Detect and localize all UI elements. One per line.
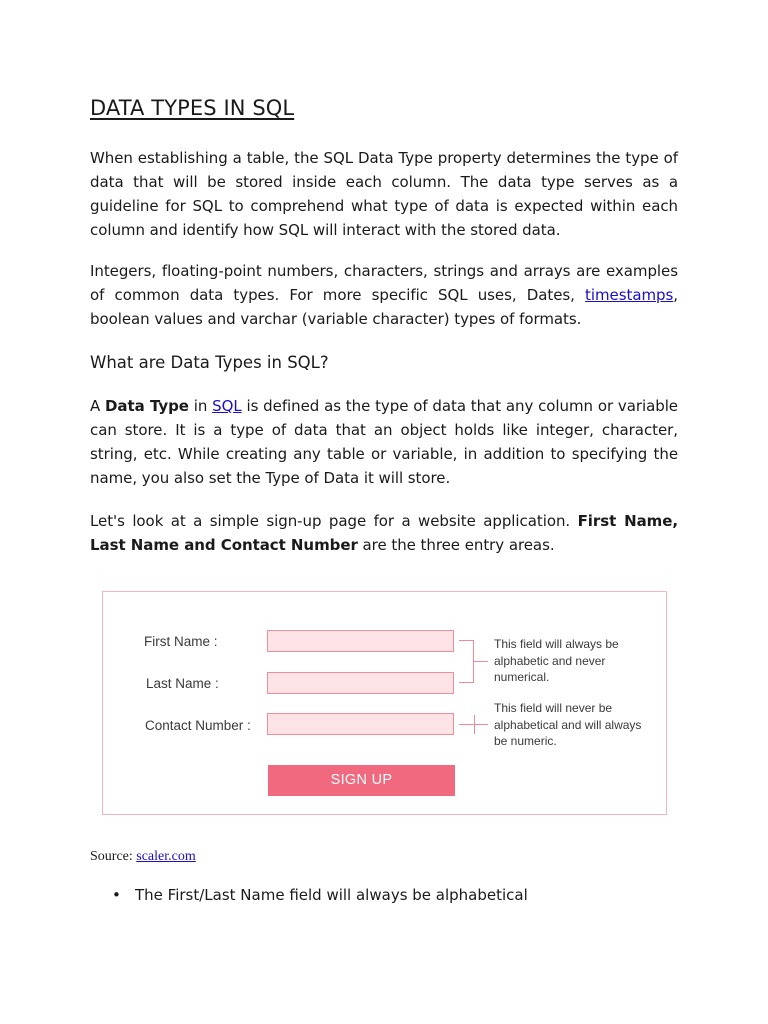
intro-paragraph-2 (90, 259, 678, 331)
section-paragraph-1 (90, 394, 678, 490)
para4-text-a: Let's look at a simple sign-up page for a website application. (90, 512, 578, 530)
name-bracket-tick (474, 661, 488, 662)
signup-button: SIGN UP (268, 765, 455, 796)
numeric-note: This field will never be alphabetical and will always be numeric. (494, 701, 642, 748)
section-subheading: What are Data Types in SQL? (90, 353, 329, 372)
bullet-text: The First/Last Name field will always be alphabetical (135, 886, 528, 904)
last-name-input (267, 672, 454, 694)
para2-text-end: , boolean values and varchar (variable character) types of formats. (90, 286, 678, 328)
para2-text-start: Integers, floating-point numbers, characters, strings and arrays are examples of common data types. For more specific SQL uses, Dates, (90, 262, 678, 304)
data-type-bold: Data Type (105, 397, 189, 415)
last-name-label: Last Name : (146, 676, 219, 691)
name-fields-bracket (459, 640, 474, 683)
entry-areas-bold: First Name, Last Name and Contact Number (90, 512, 679, 554)
contact-number-input (267, 713, 454, 735)
contact-bracket-bar (474, 715, 475, 734)
first-name-input (267, 630, 454, 652)
bullet-icon: • (112, 886, 121, 904)
para4-text-b: are the three entry areas. (357, 536, 555, 554)
contact-number-label: Contact Number : (145, 718, 251, 733)
source-link[interactable]: scaler.com (136, 849, 196, 864)
signup-form-figure (102, 591, 667, 815)
first-name-label: First Name : (144, 634, 218, 649)
alphabetic-note: This field will always be alphabetic and never numerical. (494, 637, 619, 684)
para3-text-c: is defined as the type of data that any column or variable can store. It is a type of data that an object holds like integer, character, string, etc. While creating any table or variable, in addition to specifying the name, you also set the Type of Data it will store. (90, 397, 678, 487)
intro-paragraph-1: When establishing a table, the SQL Data Type property determines the type of data that will be stored inside each column. The data type serves as a guideline for SQL to comprehend what type of data is expected within each column and identify how SQL will interact with the stored data. (90, 149, 678, 239)
source-caption (90, 849, 196, 865)
section-paragraph-2 (90, 509, 678, 557)
sql-link[interactable]: SQL (212, 397, 242, 415)
para3-text-b: in (188, 397, 213, 415)
bullet-list-item (112, 886, 528, 904)
page-title: DATA TYPES IN SQL (90, 96, 295, 120)
timestamps-link[interactable]: timestamps (585, 286, 674, 304)
source-label: Source: (90, 849, 137, 864)
para3-text-a: A (90, 397, 106, 415)
